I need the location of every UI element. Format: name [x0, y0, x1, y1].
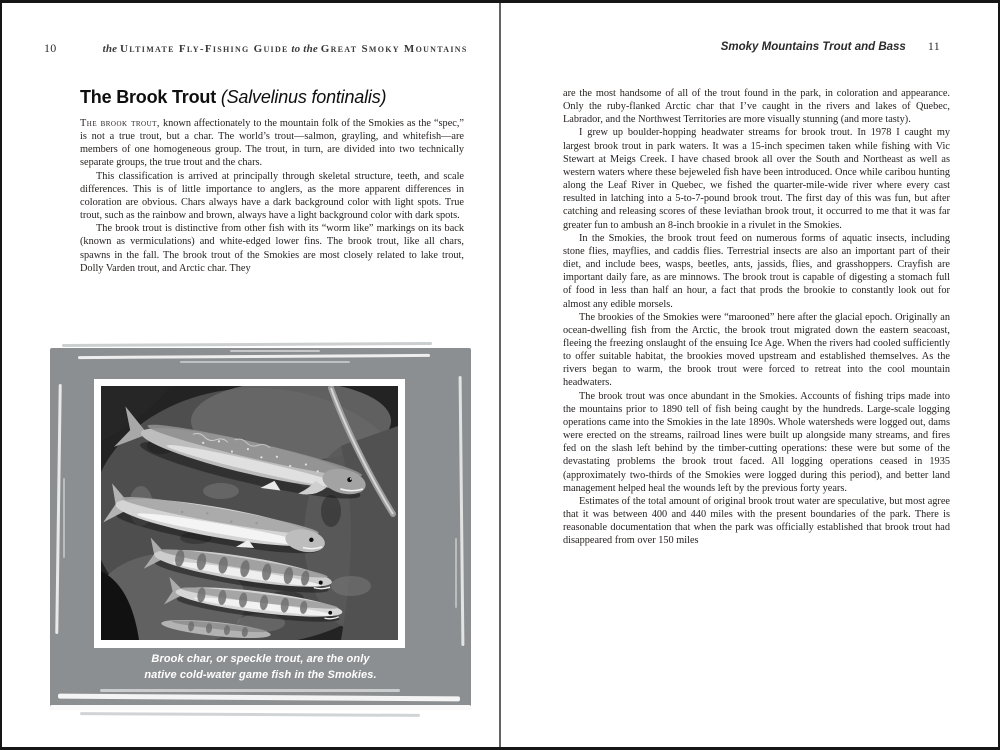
- photo-caption: [50, 652, 471, 683]
- paragraph: In the Smokies, the brook trout feed on numerous forms of aquatic insects, including stone flies, mayflies, and caddis flies. Terrestrial insects are also an important part of their diet, and include bees, wasps, beetles, ants, jassids, flies, and grasshoppers. Crayfish are important daily fare, as are minnows. The brook trout is capable of digesting a stomach full of food in less than half an hour, a fact that prods the brookie to constantly look out for almost any edible morsels.: [563, 232, 950, 310]
- page-right: [501, 3, 1000, 747]
- grunge-streak: [78, 354, 430, 359]
- running-head-row-right: [721, 39, 940, 54]
- chapter-heading: [80, 87, 386, 107]
- photo-frame: [50, 348, 471, 710]
- paragraph: This classification is arrived at principally through skeletal structure, teeth, and scale differences. This is of little importance to anglers, as the more apparent differences in coloration are obvious. Chars always have a dark background color with light spots. True trout, such as the rainbow and brown, always have a light background color with dark spots.: [80, 170, 464, 222]
- chapter-heading-species: (Salvelinus fontinalis): [220, 87, 387, 107]
- paragraph: I grew up boulder-hopping headwater streams for brook trout. In 1978 I caught my largest brook trout in park waters. It was a 15-inch specimen taken while fishing with Vic Stewart at Meigs Creek. I have chased brook all over the South and Northeast as well as western waters where these bejeweled fish have been introduced. Once while caribou hunting along the Leaf River in Quebec, we fished the quarter-mile-wide river where every cast resulted in latching into a 5-to-7-pound brook trout. The first day of this was fun, but after catching and releasing scores of these leviathan brook trout, it occurred to me that it was far greater fun to ambush an 8-inch brookie in a rivulet in the Smokies.: [563, 127, 950, 231]
- paragraph: [80, 117, 464, 170]
- page-left: [2, 3, 499, 747]
- paragraph: Estimates of the total amount of original brook trout water are speculative, but most agree that it was between 400 and 440 miles with the present boundaries of the park. There is reasonable documentation that when the park was officially established that brook trout had disappeared from over 150 miles: [563, 495, 950, 547]
- chapter-heading-title: The Brook Trout: [80, 87, 216, 107]
- photo-mat: [94, 379, 405, 648]
- running-head-left-title: Ultimate Fly-Fishing Guide: [120, 43, 289, 55]
- grunge-smudge: [62, 342, 432, 347]
- grunge-streak: [455, 538, 457, 608]
- grunge-streak: [100, 689, 400, 692]
- page-number-right: 11: [927, 39, 940, 53]
- grunge-streak: [230, 350, 320, 352]
- running-head-left-region: Great Smoky Mountains: [320, 43, 468, 55]
- paragraph: are the most handsome of all of the trout found in the park, in coloration and appearance. Only the ruby-flanked Arctic char that I’ve caught in the rivers and lakes of Quebec, Labrador, and the Northwest Territories are more visually stunning (and more tasty).: [563, 88, 950, 126]
- grunge-streak: [459, 376, 465, 646]
- running-head-right: Smoky Mountains Trout and Bass: [720, 41, 906, 53]
- grunge-streak: [180, 361, 350, 363]
- paragraph: The brook trout is distinctive from other fish with its “worm like” markings on its back (known as vermiculations) and white-edged lower fins. The brook trout, like all chars, spawns in the fall. The brook trout of the Smokies are most closely related to lake trout, Dolly Varden trout, and Arctic char. They: [80, 223, 464, 274]
- brook-trout-photo: [101, 386, 398, 640]
- paragraph-text: known affectionately to the mountain folk of the Smokies as the “spec,” is not a true trout, but a char. The world’s trout—salmon, grayling, and whitefish—are members of one homogeneous group. The trout, in turn, are divided into two technically separate groups, the true trout and the chars.: [80, 118, 464, 169]
- paragraph: The brook trout was once abundant in the Smokies. Accounts of fishing trips made into the mountains prior to 1890 tell of fish being caught by the hundreds. Large-scale logging operations came into the Smokies in the late 1890s. Whole watersheds were logged out, dams were erected on the streams, railroad lines were built up alongside many streams, and fires fed on the slash left behind by the timber-cutting operations: these were but some of the devastating problems the brook trout faced. All logging operations ceased in 1935 (approximately two-thirds of the Smokies were logged during this period), and better land management helped heal the wounds left by the previous forty years.: [563, 390, 950, 494]
- running-head-row-left: [44, 39, 474, 57]
- running-head-left-to-the: to the: [291, 43, 318, 55]
- paragraph-smallcaps-lead: The brook trout,: [80, 118, 160, 129]
- page-number-left: 10: [44, 41, 57, 55]
- grunge-streak: [50, 705, 471, 710]
- photo-caption-line2: native cold-water game fish in the Smokies.: [144, 668, 377, 681]
- running-head-left-the: the: [102, 43, 118, 55]
- grunge-streak: [63, 478, 65, 558]
- right-text-column: [563, 87, 950, 547]
- grunge-streak: [58, 694, 460, 702]
- grunge-smudge: [80, 712, 420, 717]
- photo-caption-line1: Brook char, or speckle trout, are the only: [151, 653, 370, 665]
- paragraph: The brookies of the Smokies were “marooned” here after the glacial epoch. Originally an ocean-dwelling fish from the Arctic, the brook trout migrated down the eastern seacoast, fleeing the freezing onslaught of the ensuing Ice Age. When the rivers had cooled sufficiently to offer suitable habitat, the brookies moved upstream and established themselves. As the rivers began to warm, the brook trout were forced to retreat into the cool mountain headwaters.: [563, 311, 950, 389]
- running-head-left: [103, 43, 468, 55]
- left-text-column: [80, 117, 464, 275]
- grunge-streak: [55, 384, 61, 634]
